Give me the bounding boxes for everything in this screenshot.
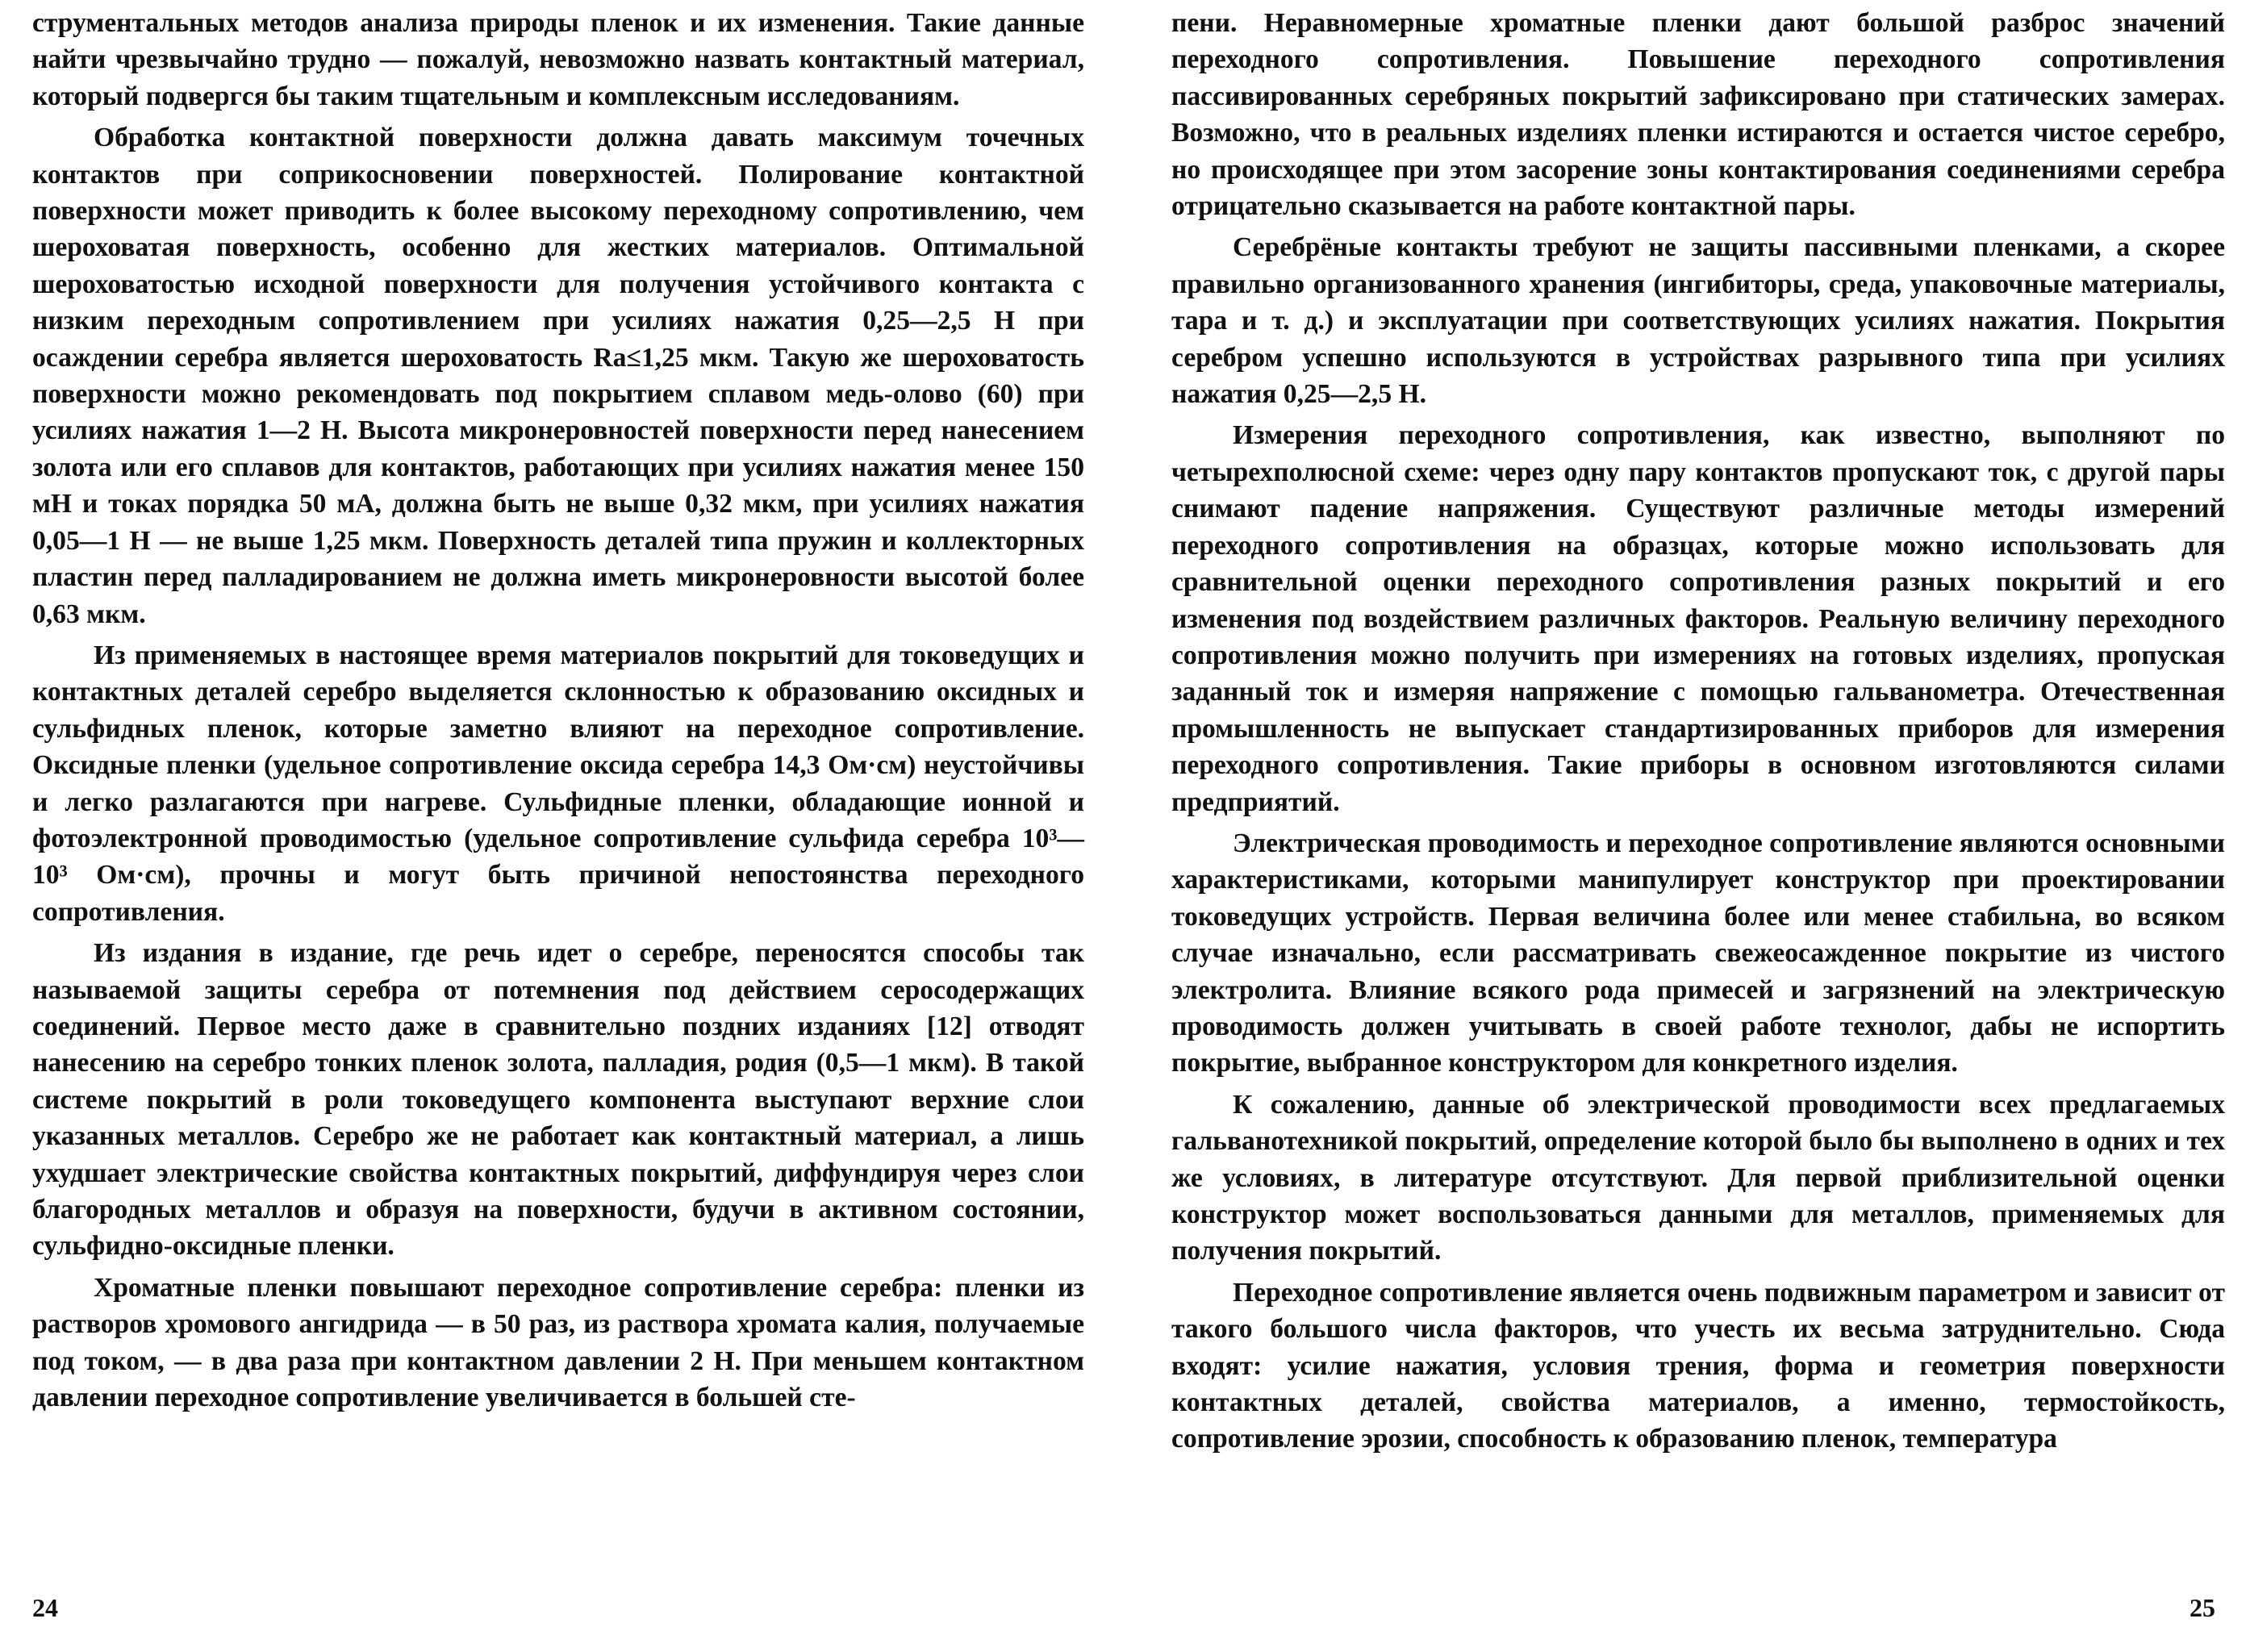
left-paragraph-5: Хроматные пленки повышают переходное сопротивление серебра: пленки из растворов хромового ангидрида — в 50 раз, из раствора хромата калия, получаемые под током, — в два раза при контактном давлении 2 Н. При меньшем контактном давлении переходное сопротивление увеличивается в большей сте- <box>32 1272 1084 1413</box>
right-paragraph-2: Серебрёные контакты требуют не защиты пассивными пленками, а скорее правильно организованного хранения (ингибиторы, среда, упаковочные материалы, тара и т. д.) и эксплуатации при соответствующих усилиях нажатия. Покрытия серебром успешно используются в устройствах разрывного типа при усилиях нажатия 0,25—2,5 Н. <box>1171 232 2225 410</box>
left-paragraph-1: струментальных методов анализа природы пленок и их изменения. Такие данные найти чрезвычайно трудно — пожалуй, невозможно назвать контактный материал, который подвергся бы таким тщательным и комплексным исследованиям. <box>32 8 1084 111</box>
left-paragraph-3: Из применяемых в настоящее время материалов покрытий для токоведущих и контактных деталей серебро выделяется склонностью к образованию оксидных и сульфидных пленок, которые заметно влияют на переходное сопротивление. Оксидные пленки (удельное сопротивление оксида серебра 14,3 Ом·см) неустойчивы и легко разлагаются при нагреве. Сульфидные пленки, обладающие ионной и фотоэлектронной проводимостью (удельное сопротивление сульфида серебра 10³—10³ Ом·см), прочны и могут быть причиной непостоянства переходного сопротивления. <box>32 640 1084 927</box>
right-paragraph-5: К сожалению, данные об электрической проводимости всех предлагаемых гальванотехникой покрытий, определение которой было бы выполнено в одних и тех же условиях, в литературе отсутствуют. Для первой приблизительной оценки конструктор может воспользоваться данными для металлов, применяемых для получения покрытий. <box>1171 1089 2225 1266</box>
left-paragraph-2: Обработка контактной поверхности должна давать максимум точечных контактов при соприкосновении поверхностей. Полирование контактной поверхности может приводить к более высокому переходному сопротивлению, чем шероховатая поверхность, особенно для жестких материалов. Оптимальной шероховатостью исходной поверхности для получения устойчивого контакта с низким переходным сопротивлением при усилиях нажатия 0,25—2,5 Н при осаждении серебра является шероховатость Ra≤1,25 мкм. Такую же шероховатость поверхности можно рекомендовать под покрытием сплавом медь-олово (60) при усилиях нажатия 1—2 Н. Высота микронеровностей поверхности перед нанесением золота или его сплавов для контактов, работающих при усилиях нажатия менее 150 мН и токах порядка 50 мА, должна быть не выше 0,32 мкм, при усилиях нажатия 0,05—1 Н — не выше 1,25 мкм. Поверхность деталей типа пружин и коллекторных пластин перед палладированием не должна иметь микронеровности высотой более 0,63 мкм. <box>32 123 1084 629</box>
right-paragraph-4: Электрическая проводимость и переходное сопротивление являются основными характеристиками, которыми манипулирует конструктор при проектировании токоведущих устройств. Первая величина более или менее стабильна, во всяком случае изначально, если рассматривать свежеосажденное покрытие из чистого электролита. Влияние всякого рода примесей и загрязнений на электрическую проводимость должен учитывать в своей работе технолог, дабы не испортить покрытие, выбранное конструктором для конкретного изделия. <box>1171 828 2225 1078</box>
right-page <box>1171 5 2225 1650</box>
right-paragraph-1: пени. Неравномерные хроматные пленки дают большой разброс значений переходного сопротивления. Повышение переходного сопротивления пассивированных серебряных покрытий зафиксировано при статических замерах. Возможно, что в реальных изделиях пленки истираются и остается чистое серебро, но происходящее при этом засорение зоны контактирования соединениями серебра отрицательно сказывается на работе контактной пары. <box>1171 8 2225 222</box>
left-page <box>32 5 1084 1650</box>
left-page-number: 24 <box>32 1593 58 1622</box>
right-paragraph-6: Переходное сопротивление является очень подвижным параметром и зависит от такого большого числа факторов, что учесть их весьма затруднительно. Сюда входят: усилие нажатия, условия трения, форма и геометрия поверхности контактных деталей, свойства материалов, а именно, термостойкость, сопротивление эрозии, способность к образованию пленок, температура <box>1171 1277 2225 1454</box>
left-paragraph-4: Из издания в издание, где речь идет о серебре, переносятся способы так называемой защиты серебра от потемнения под действием серосодержащих соединений. Первое место даже в сравнительно поздних изданиях [12] отводят нанесению на серебро тонких пленок золота, палладия, родия (0,5—1 мкм). В такой системе покрытий в роли токоведущего компонента выступают верхние слои указанных металлов. Серебро же не работает как контактный материал, а лишь ухудшает электрические свойства контактных покрытий, диффундируя через слои благородных металлов и образуя на поверхности, будучи в активном состоянии, сульфидно-оксидные пленки. <box>32 938 1084 1262</box>
right-page-number: 25 <box>2189 1593 2215 1622</box>
right-paragraph-3: Измерения переходного сопротивления, как известно, выполняют по четырехполюсной схеме: через одну пару контактов пропускают ток, с другой пары снимают падение напряжения. Существуют различные методы измерений переходного сопротивления на образцах, которые можно использовать для сравнительной оценки переходного сопротивления разных покрытий и его изменения под воздействием различных факторов. Реальную величину переходного сопротивления можно получить при измерениях на готовых изделиях, пропуская заданный ток и измеряя напряжение с помощью гальванометра. Отечественная промышленность не выпускает стандартизированных приборов для измерения переходного сопротивления. Такие приборы в основном изготовляются силами предприятий. <box>1171 420 2225 817</box>
